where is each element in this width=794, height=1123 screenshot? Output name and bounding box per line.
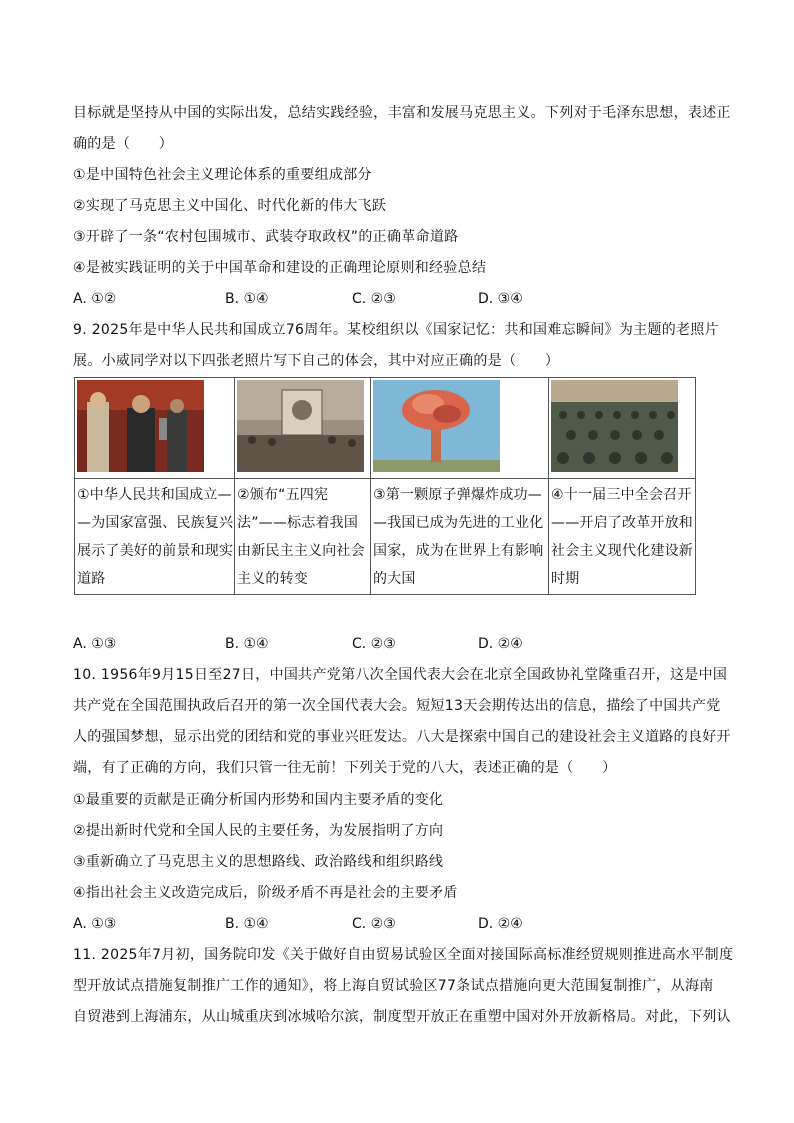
caption-2-line-4: 主义的转变 bbox=[237, 571, 308, 587]
q10-stem-line-3: 人的强国梦想，显示出党的团结和党的事业兴旺发达。八大是探索中国自己的建设社会主义道路的良好开 bbox=[73, 729, 731, 745]
q10-option-a[interactable]: A. ①③ bbox=[73, 916, 117, 932]
q8-option-b[interactable]: B. ①④ bbox=[225, 291, 269, 307]
q10-statement-2: ②提出新时代党和全国人民的主要任务，为发展指明了方向 bbox=[73, 823, 444, 839]
q8-statement-1: ①是中国特色社会主义理论体系的重要组成部分 bbox=[73, 167, 372, 183]
q10-option-d[interactable]: D. ②④ bbox=[478, 916, 523, 932]
caption-3-line-3: 国家，成为在世界上有影响 bbox=[373, 543, 544, 559]
q8-options bbox=[73, 290, 673, 308]
q10-stem-line-2: 共产党在全国范围执政后召开的第一次全国代表大会。短短13天会期传达出的信息，描绘了中国共产党 bbox=[73, 698, 721, 714]
q8-statement-4: ④是被实践证明的关于中国革命和建设的正确理论原则和经验总结 bbox=[73, 260, 487, 276]
q11-stem-line-3: 自贸港到上海浦东，从山城重庆到冰城哈尔滨，制度型开放正在重塑中国对外开放新格局。对此，下列认 bbox=[73, 1009, 731, 1025]
caption-2-line-1: ②颁布“五四宪 bbox=[237, 487, 329, 503]
caption-2-line-3: 由新民主主义向社会 bbox=[237, 543, 365, 559]
q9-option-d[interactable]: D. ②④ bbox=[478, 636, 523, 652]
caption-3-line-4: 的大国 bbox=[373, 571, 416, 587]
constitution-parade-photo bbox=[237, 380, 364, 472]
q10-statement-4: ④指出社会主义改造完成后，阶级矛盾不再是社会的主要矛盾 bbox=[73, 885, 458, 901]
caption-cell-1 bbox=[75, 479, 235, 595]
photo-table bbox=[74, 377, 696, 595]
caption-4-line-2: ——开启了改革开放和 bbox=[551, 515, 693, 531]
q8-option-d[interactable]: D. ③④ bbox=[478, 291, 523, 307]
q8-stem-line-1: 目标就是坚持从中国的实际出发，总结实践经验，丰富和发展马克思主义。下列对于毛泽东思想，表述正 bbox=[73, 105, 731, 121]
caption-4-line-3: 社会主义现代化建设新 bbox=[551, 543, 693, 559]
photo-cell-2 bbox=[235, 378, 371, 479]
q10-statement-1: ①最重要的贡献是正确分析国内形势和国内主要矛盾的变化 bbox=[73, 792, 444, 808]
q9-stem-line-2: 展。小威同学对以下四张老照片写下自己的体会，其中对应正确的是（ ） bbox=[73, 353, 560, 369]
q11-stem-line-2: 型开放试点措施复制推广工作的通知》，将上海自贸试验区77条试点措施向更大范围复制推广，从海南 bbox=[73, 978, 714, 994]
caption-1-line-1: ①中华人民共和国成立— bbox=[77, 487, 232, 503]
q9-stem-line-1: 9. 2025年是中华人民共和国成立76周年。某校组织以《国家记忆：共和国难忘瞬间》为主题的老照片 bbox=[73, 322, 719, 338]
q8-statement-2: ②实现了马克思主义中国化、时代化新的伟大飞跃 bbox=[73, 198, 387, 214]
caption-1-line-2: —为国家富强、民族复兴 bbox=[77, 515, 234, 531]
caption-4-line-1: ④十一届三中全会召开 bbox=[551, 487, 692, 503]
third-plenum-photo bbox=[551, 380, 678, 472]
q9-option-c[interactable]: C. ②③ bbox=[352, 636, 396, 652]
q9-option-a[interactable]: A. ①③ bbox=[73, 636, 117, 652]
atomic-bomb-photo bbox=[373, 380, 500, 472]
q10-stem-line-4: 端，有了正确的方向，我们只管一往无前！下列关于党的八大，表述正确的是（ ） bbox=[73, 760, 617, 776]
photo-cell-4 bbox=[549, 378, 696, 479]
founding-ceremony-photo bbox=[77, 380, 204, 472]
q11-stem-line-1: 11. 2025年7月初，国务院印发《关于做好自由贸易试验区全面对接国际高标准经贸规则推进高水平制度 bbox=[73, 947, 734, 963]
q10-option-b[interactable]: B. ①④ bbox=[225, 916, 269, 932]
q9-option-b[interactable]: B. ①④ bbox=[225, 636, 269, 652]
q9-options bbox=[73, 635, 673, 653]
q8-statement-3: ③开辟了一条“农村包围城市、武装夺取政权”的正确革命道路 bbox=[73, 229, 459, 245]
caption-cell-2 bbox=[235, 479, 371, 595]
q10-stem-line-1: 10. 1956年9月15日至27日，中国共产党第八次全国代表大会在北京全国政协礼堂隆重召开，这是中国 bbox=[73, 667, 728, 683]
caption-cell-4 bbox=[549, 479, 696, 595]
q10-options bbox=[73, 915, 673, 933]
photo-cell-3 bbox=[371, 378, 549, 479]
caption-3-line-2: —我国已成为先进的工业化 bbox=[373, 515, 544, 531]
caption-3-line-1: ③第一颗原子弹爆炸成功— bbox=[373, 487, 542, 503]
caption-cell-3 bbox=[371, 479, 549, 595]
q8-stem-line-2: 确的是（ ） bbox=[73, 136, 174, 152]
q8-option-a[interactable]: A. ①② bbox=[73, 291, 117, 307]
q10-statement-3: ③重新确立了马克思主义的思想路线、政治路线和组织路线 bbox=[73, 854, 444, 870]
caption-4-line-4: 时期 bbox=[551, 571, 580, 587]
q10-option-c[interactable]: C. ②③ bbox=[352, 916, 396, 932]
caption-2-line-2: 法”——标志着我国 bbox=[237, 515, 359, 531]
photo-cell-1 bbox=[75, 378, 235, 479]
caption-1-line-3: 展示了美好的前景和现实 bbox=[77, 543, 234, 559]
caption-1-line-4: 道路 bbox=[77, 571, 106, 587]
q8-option-c[interactable]: C. ②③ bbox=[352, 291, 396, 307]
